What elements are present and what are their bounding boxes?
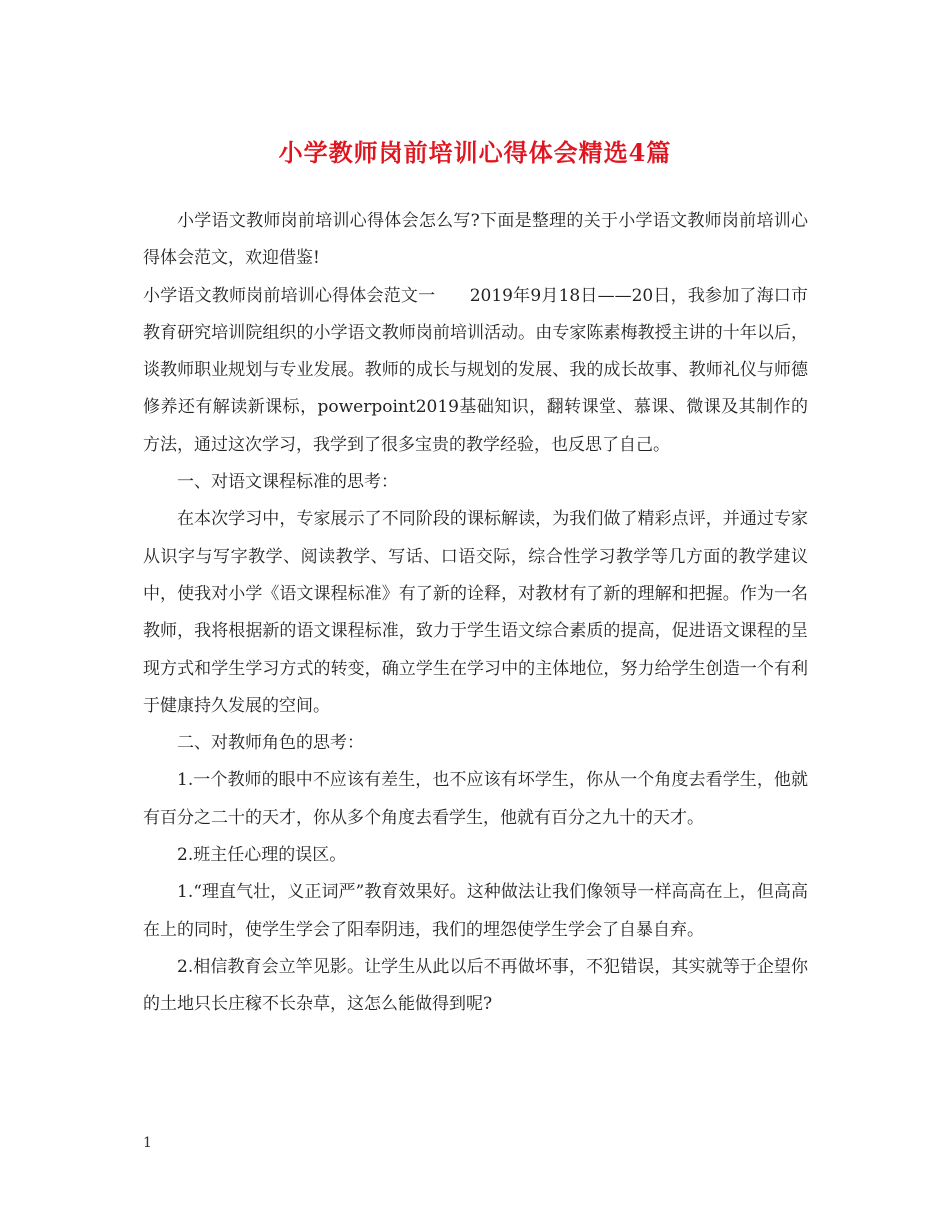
document-body: [143, 203, 808, 1024]
paragraph-point-two: 2.班主任心理的误区。: [177, 845, 347, 866]
heading-section-two: 二、对教师角色的思考：: [177, 733, 364, 754]
paragraph-essay-one: 小学语文教师岗前培训心得体会范文一 2019年9月18日——20日，我参加了海口市教育研究培训院组织的小学语文教师岗前培训活动。由专家陈素梅教授主讲的十年以后，谈教师职业规划与专业发展。教师的成长与规划的发展、我的成长故事、教师礼仪与师德修养还有解读新课标，powerpoint2019基础知识，翻转课堂、慕课、微课及其制作的方法，通过这次学习，我学到了很多宝贵的教学经验，也反思了自己。: [143, 285, 808, 455]
paragraph-subpoint-two: 2.相信教育会立竿见影。让学生从此以后不再做坏事，不犯错误，其实就等于企望你的土地只长庄稼不长杂草，这怎么能做得到呢?: [143, 956, 808, 1015]
paragraph-curriculum: 在本次学习中，专家展示了不同阶段的课标解读，为我们做了精彩点评，并通过专家从识字与写字教学、阅读教学、写话、口语交际，综合性学习教学等几方面的教学建议中，使我对小学《语文课程标准》有了新的诠释，对教材有了新的理解和把握。作为一名教师，我将根据新的语文课程标准，致力于学生语文综合素质的提高，促进语文课程的呈现方式和学生学习方式的转变，确立学生在学习中的主体地位，努力给学生创造一个有利于健康持久发展的空间。: [143, 509, 808, 716]
paragraph-subpoint-one: 1.“理直气壮，义正词严”教育效果好。这种做法让我们像领导一样高高在上，但高高在上的同时，使学生学会了阳奉阴违，我们的埋怨使学生学会了自暴自弃。: [143, 882, 808, 940]
heading-section-one: 一、对语文课程标准的思考：: [177, 472, 398, 493]
paragraph-point-one: 1.一个教师的眼中不应该有差生，也不应该有坏学生，你从一个角度去看学生，他就有百分之二十的天才，你从多个角度去看学生，他就有百分之九十的天才。: [143, 770, 808, 828]
paragraph-intro: 小学语文教师岗前培训心得体会怎么写?下面是整理的关于小学语文教师岗前培训心得体会范文，欢迎借鉴!: [143, 211, 808, 269]
document-title: 小学教师岗前培训心得体会精选4篇: [278, 138, 672, 167]
page-number: 1: [143, 1135, 152, 1151]
